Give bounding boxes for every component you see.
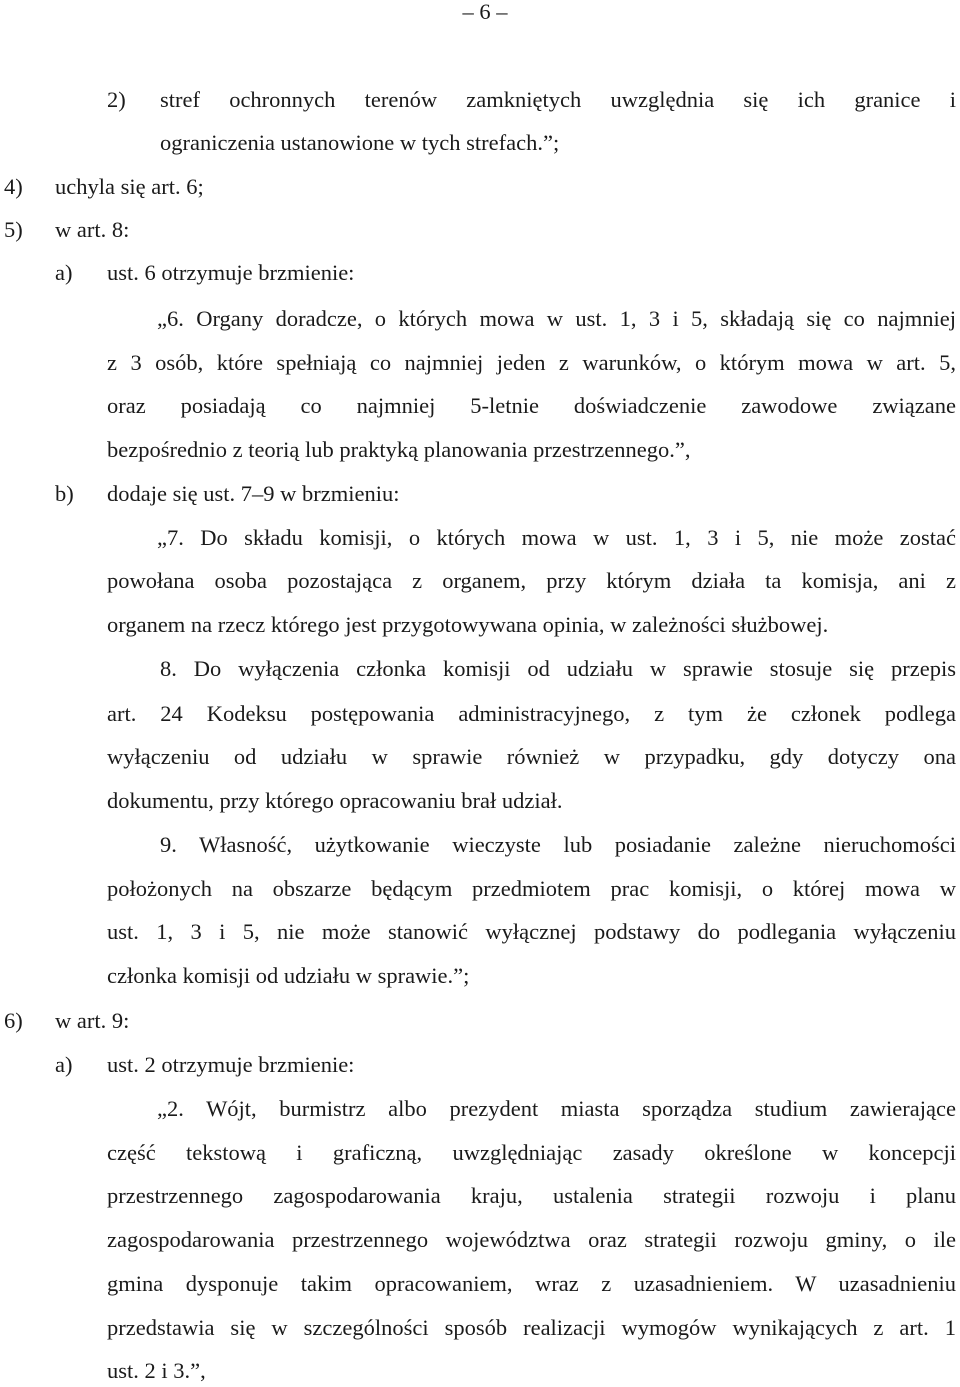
text-line: wyłączeniu od udziału w sprawie również w przypadku, gdy dotyczy ona [107, 744, 956, 769]
text-line: bezpośrednio z teorią lub praktyką planowania przestrzennego.”, [107, 437, 691, 462]
text-line: ograniczenia ustanowione w tych strefach.”; [160, 130, 560, 155]
text-line: oraz posiadają co najmniej 5-letnie doświadczenie zawodowe związane [107, 393, 956, 418]
text-line: ust. 6 otrzymuje brzmienie: [107, 260, 355, 285]
list-label: a) [55, 260, 73, 285]
text-line: ust. 2 i 3.”, [107, 1358, 206, 1383]
text-line: część tekstową i graficzną, uwzględniając zasady określone w koncepcji [107, 1140, 956, 1165]
list-label: b) [55, 481, 74, 506]
text-line: dokumentu, przy którego opracowaniu brał udział. [107, 788, 563, 813]
text-line: organem na rzecz którego jest przygotowywana opinia, w zależności służbowej. [107, 612, 829, 637]
text-line: uchyla się art. 6; [55, 174, 204, 199]
text-line: członka komisji od udziału w sprawie.”; [107, 963, 470, 988]
list-label: 6) [4, 1008, 23, 1033]
text-line: „2. Wójt, burmistrz albo prezydent miasta sporządza studium zawierające [157, 1096, 956, 1121]
text-line: „6. Organy doradcze, o których mowa w ust. 1, 3 i 5, składają się co najmniej [157, 306, 956, 331]
text-line: zagospodarowania przestrzennego województwa oraz strategii rozwoju gminy, o ile [107, 1227, 956, 1252]
text-line: z 3 osób, które spełniają co najmniej jeden z warunków, o którym mowa w art. 5, [107, 350, 956, 375]
text-line: w art. 8: [55, 217, 130, 242]
text-line: art. 24 Kodeksu postępowania administracyjnego, z tym że członek podlega [107, 701, 956, 726]
text-line: „7. Do składu komisji, o których mowa w ust. 1, 3 i 5, nie może zostać [157, 525, 956, 550]
text-line: 9. Własność, użytkowanie wieczyste lub posiadanie zależne nieruchomości [160, 832, 956, 857]
list-label: 5) [4, 217, 23, 242]
text-line: gmina dysponuje takim opracowaniem, wraz z uzasadnieniem. W uzasadnieniu [107, 1271, 956, 1296]
text-line: powołana osoba pozostająca z organem, przy którym działa ta komisja, ani z [107, 568, 956, 593]
list-label: 2) [107, 87, 126, 112]
list-label: 4) [4, 174, 23, 199]
text-line: położonych na obszarze będącym przedmiotem prac komisji, o której mowa w [107, 876, 956, 901]
list-label: a) [55, 1052, 73, 1077]
text-line: dodaje się ust. 7–9 w brzmieniu: [107, 481, 400, 506]
text-line: stref ochronnych terenów zamkniętych uwzględnia się ich granice i [160, 87, 956, 112]
page-number: – 6 – [462, 0, 508, 24]
text-line: przedstawia się w szczególności sposób realizacji wymogów wynikających z art. 1 [107, 1315, 956, 1340]
text-line: przestrzennego zagospodarowania kraju, ustalenia strategii rozwoju i planu [107, 1183, 956, 1208]
text-line: w art. 9: [55, 1008, 130, 1033]
text-line: ust. 1, 3 i 5, nie może stanowić wyłącznej podstawy do podlegania wyłączeniu [107, 919, 956, 944]
text-line: ust. 2 otrzymuje brzmienie: [107, 1052, 355, 1077]
text-line: 8. Do wyłączenia członka komisji od udziału w sprawie stosuje się przepis [160, 656, 956, 681]
